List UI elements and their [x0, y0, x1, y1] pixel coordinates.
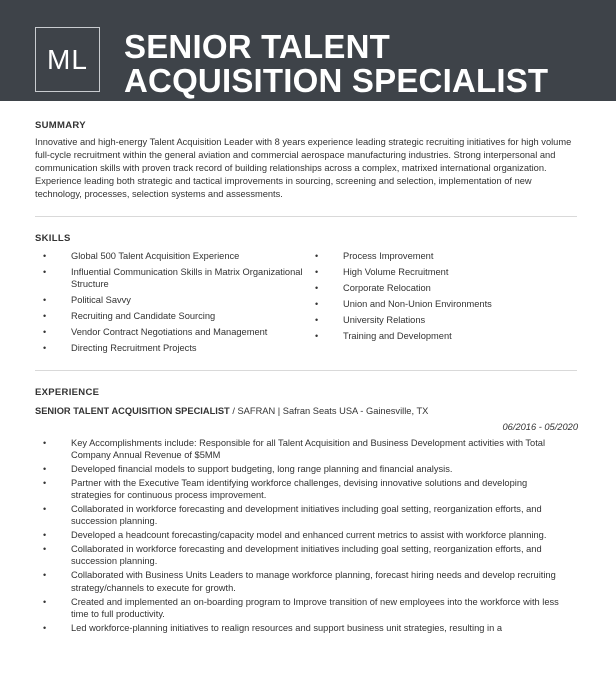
experience-section: [35, 371, 578, 634]
job-dates: 06/2016 - 05/2020: [502, 421, 578, 432]
summary-text: Innovative and high-energy Talent Acquisition Leader with 8 years experience leading strategic recruiting initiatives for high volume full-cycle recruitment within the general aviation and commercial aerospace manufacturing industries. Strong interpersonal and communication skills with proven track record of building relationships across a complex, matrixed international organization. Experience leading both strategic and tactical improvements in sourcing, screening and selection, implementation of new technology, processes, selection systems and assessments.: [35, 137, 572, 199]
skill-item: • Global 500 Talent Acquisition Experience: [35, 250, 307, 262]
skill-item: • Union and Non-Union Environments: [307, 298, 577, 310]
job-bullet: • Led workforce-planning initiatives to realign resources and support business unit strategies, resulting in a: [35, 622, 578, 634]
job-separator: /: [229, 405, 238, 416]
skills-section: [35, 217, 578, 358]
skills-list-right: [307, 250, 577, 358]
resume-header: [0, 0, 616, 101]
job-bullet: • Collaborated with Business Units Leaders to manage workforce planning, forecast hiring needs and develop recruiting strategy/channels to execute for growth.: [35, 569, 578, 593]
skill-item: • Corporate Relocation: [307, 282, 577, 294]
summary-heading: SUMMARY: [35, 120, 86, 131]
skill-item: • Directing Recruitment Projects: [35, 342, 307, 354]
skills-list-left: [35, 250, 307, 358]
resume-title: SENIOR TALENT ACQUISITION SPECIALIST: [124, 28, 549, 99]
job-bullet: • Developed a headcount forecasting/capacity model and enhanced current metrics to assist with workforce planning.: [35, 529, 578, 541]
skill-item: • Process Improvement: [307, 250, 577, 262]
skill-item: • Political Savvy: [35, 294, 307, 306]
skill-item: • Vendor Contract Negotiations and Management: [35, 326, 307, 338]
skill-item: • High Volume Recruitment: [307, 266, 577, 278]
job-bullet: • Developed financial models to support budgeting, long range planning and financial analysis.: [35, 463, 578, 475]
skill-item: • Influential Communication Skills in Matrix Organizational Structure: [35, 266, 307, 290]
job-bullet: • Key Accomplishments include: Responsible for all Talent Acquisition and Business Development activities with Total Company Annual Revenue of $5MM: [35, 437, 578, 461]
skills-grid: [35, 250, 578, 358]
job-bullet: • Collaborated in workforce forecasting and development initiatives including goal setting, reorganization efforts, and succession planning.: [35, 503, 578, 527]
job-company: SAFRAN | Safran Seats USA - Gainesville, TX: [237, 405, 429, 416]
job-bullet: • Partner with the Executive Team identifying workforce challenges, devising innovative solutions and developing strategies for continuous process improvement.: [35, 477, 578, 501]
job-header: [35, 405, 578, 417]
skill-item: • Recruiting and Candidate Sourcing: [35, 310, 307, 322]
job-bullets: [35, 437, 578, 634]
skill-item: • Training and Development: [307, 330, 577, 342]
skill-item: • University Relations: [307, 314, 577, 326]
resume-body: [35, 101, 578, 636]
skills-heading: SKILLS: [35, 232, 71, 244]
job-bullet: • Collaborated in workforce forecasting and development initiatives including goal setting, reorganization efforts, and succession planning.: [35, 543, 578, 567]
experience-heading: EXPERIENCE: [35, 386, 100, 398]
initials-monogram: ML: [35, 27, 100, 92]
summary-section: [35, 101, 578, 201]
job-bullet: • Created and implemented an on-boarding program to Improve transition of new employees into the workforce with less time to full productivity.: [35, 596, 578, 620]
job-title: SENIOR TALENT ACQUISITION SPECIALIST: [35, 405, 230, 416]
